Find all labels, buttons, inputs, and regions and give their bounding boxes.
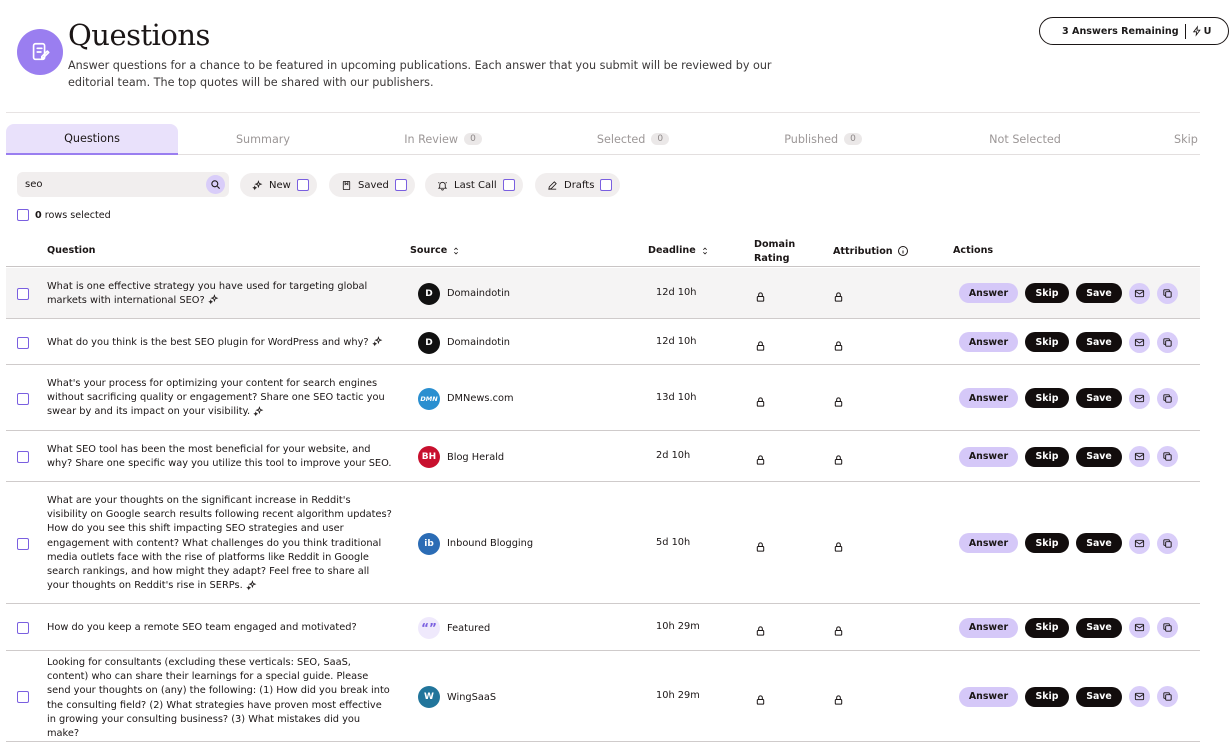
page-title: Questions: [68, 18, 210, 52]
domain-rating-locked: [755, 622, 766, 641]
lock-icon: [833, 291, 844, 303]
source-logo: DMN: [418, 388, 440, 410]
row-checkbox[interactable]: [17, 288, 29, 300]
info-icon[interactable]: [897, 245, 909, 257]
skip-button[interactable]: Skip: [1025, 283, 1069, 303]
domain-rating-locked: [755, 288, 766, 307]
tab-skip[interactable]: [1174, 124, 1214, 154]
question-label: What SEO tool has been the most beneficial for your website, and why? Share one specific way you utilize this tool to improve your SEO.: [47, 444, 392, 470]
source-cell: [418, 446, 504, 468]
source-name: Domaindotin: [447, 337, 511, 348]
filter-chip-label: New: [269, 179, 291, 191]
column-header-question: Question: [47, 245, 96, 256]
mail-icon: [1134, 288, 1145, 299]
tab-label: Summary: [235, 132, 291, 146]
tab-not-selected[interactable]: [918, 124, 1132, 154]
header-divider: [6, 112, 1200, 113]
question-label: Looking for consultants (excluding these verticals: SEO, SaaS, content) who can share their learnings for a special guide. Please send your thoughts on (any) the following: (1) How did you break into the consulting field? (2) What strategies have proven most effective in growing your consulting business? (3) What mistakes did you make?: [47, 657, 390, 740]
new-sparkle-icon: [372, 336, 383, 347]
table-row[interactable]: [6, 320, 1200, 365]
copy-button[interactable]: [1157, 533, 1178, 554]
search-icon: [210, 179, 221, 190]
skip-button[interactable]: Skip: [1025, 447, 1069, 467]
deadline: 13d 10h: [656, 391, 697, 403]
save-button[interactable]: Save: [1076, 332, 1122, 352]
row-checkbox[interactable]: [17, 622, 29, 634]
save-button[interactable]: Save: [1076, 447, 1122, 467]
email-button[interactable]: [1129, 686, 1150, 707]
pencil-icon: [547, 180, 558, 191]
save-button[interactable]: Save: [1076, 618, 1122, 638]
answer-button[interactable]: Answer: [959, 447, 1018, 467]
source-name: Inbound Blogging: [447, 538, 534, 549]
email-button[interactable]: [1129, 446, 1150, 467]
source-name: Blog Herald: [447, 451, 505, 463]
row-actions: [959, 283, 1178, 304]
email-button[interactable]: [1129, 617, 1150, 638]
email-button[interactable]: [1129, 283, 1150, 304]
copy-button[interactable]: [1157, 388, 1178, 409]
row-checkbox[interactable]: [17, 451, 29, 463]
questions-app-icon: [17, 29, 63, 75]
column-header-deadline[interactable]: Deadline: [648, 245, 710, 256]
tab-label: Published: [784, 132, 839, 146]
domain-rating-locked: [755, 691, 766, 710]
search-box: [17, 172, 229, 197]
column-header-source[interactable]: Source: [410, 245, 461, 256]
question-label: What is one effective strategy you have used for targeting global markets with international SEO?: [47, 280, 368, 306]
selected-label: rows selected: [44, 209, 111, 221]
row-actions: [959, 617, 1178, 638]
row-checkbox[interactable]: [17, 691, 29, 703]
question-text[interactable]: [47, 656, 392, 741]
row-checkbox[interactable]: [17, 393, 29, 405]
tab-count-badge: 0: [464, 133, 482, 145]
save-button[interactable]: Save: [1076, 687, 1122, 707]
question-text[interactable]: [47, 280, 392, 308]
filter-saved-checkbox[interactable]: [395, 179, 407, 191]
filter-chip-label: Saved: [358, 179, 389, 191]
mail-icon: [1134, 538, 1145, 549]
lock-icon: [833, 541, 844, 553]
copy-button[interactable]: [1157, 332, 1178, 353]
search-input[interactable]: [25, 176, 195, 193]
table-row[interactable]: [6, 268, 1200, 319]
source-name: DMNews.com: [447, 393, 514, 404]
skip-button[interactable]: Skip: [1025, 618, 1069, 638]
tab-count-badge: 0: [651, 133, 669, 145]
row-actions: [959, 388, 1178, 409]
answer-button[interactable]: Answer: [959, 687, 1018, 707]
copy-icon: [1162, 337, 1173, 348]
tab-published[interactable]: [728, 124, 918, 154]
new-sparkle-icon: [208, 294, 219, 305]
sparkle-icon: [252, 180, 263, 191]
source-cell: [418, 388, 514, 410]
search-button[interactable]: [206, 175, 225, 194]
source-name: Domaindotin: [447, 288, 511, 299]
attribution-locked: [833, 288, 844, 307]
answer-button[interactable]: Answer: [959, 332, 1018, 352]
source-cell: [418, 332, 510, 354]
source-name: WingSaaS: [447, 691, 497, 703]
row-actions: [959, 446, 1178, 467]
deadline: 5d 10h: [656, 536, 691, 548]
source-name: Featured: [447, 622, 491, 634]
question-text[interactable]: [47, 621, 392, 635]
answers-remaining-label: 3 Answers Remaining: [1062, 25, 1179, 37]
tab-label: Skip: [1174, 132, 1198, 146]
filter-drafts-checkbox[interactable]: [600, 179, 612, 191]
deadline: 10h 29m: [656, 690, 700, 701]
answer-button[interactable]: Answer: [959, 283, 1018, 303]
answer-button[interactable]: Answer: [959, 533, 1018, 553]
source-cell: [418, 617, 490, 639]
lock-icon: [755, 396, 766, 408]
table-header: [6, 236, 1200, 267]
row-actions: [959, 332, 1178, 353]
new-sparkle-icon: [253, 406, 264, 417]
source-logo: D: [418, 283, 440, 305]
attribution-locked: [833, 393, 844, 412]
mail-icon: [1134, 393, 1145, 404]
row-actions: [959, 686, 1178, 707]
lock-icon: [755, 340, 766, 352]
tab-bar: [6, 124, 1200, 155]
attribution-locked: [833, 451, 844, 470]
new-sparkle-icon: [246, 580, 257, 591]
page-description: Answer questions for a chance to be featured in upcoming publications. Each answer that you submit will be reviewed by our editorial team. The top quotes will be shared with our publishers.: [68, 59, 772, 89]
email-button[interactable]: [1129, 533, 1150, 554]
domain-rating-locked: [755, 538, 766, 557]
deadline: 10h 29m: [656, 621, 700, 632]
lock-icon: [755, 454, 766, 466]
skip-button[interactable]: Skip: [1025, 533, 1069, 553]
lock-icon: [833, 694, 844, 706]
source-cell: [418, 283, 510, 305]
bell-icon: [437, 180, 448, 191]
lock-icon: [755, 625, 766, 637]
skip-button[interactable]: Skip: [1025, 687, 1069, 707]
email-button[interactable]: [1129, 388, 1150, 409]
filter-chip-label: Drafts: [564, 179, 595, 191]
filter-chip-label: Last Call: [454, 179, 497, 191]
table-row[interactable]: [6, 605, 1200, 651]
question-label: What do you think is the best SEO plugin for WordPress and why?: [47, 336, 369, 348]
question-text[interactable]: [47, 494, 392, 593]
copy-button[interactable]: [1157, 617, 1178, 638]
tab-label: In Review: [404, 132, 459, 146]
page-header: [0, 0, 1212, 112]
tab-selected[interactable]: [538, 124, 728, 154]
deadline: 12d 10h: [656, 335, 697, 347]
question-text[interactable]: [47, 377, 392, 420]
copy-button[interactable]: [1157, 283, 1178, 304]
domain-rating-locked: [755, 451, 766, 470]
filter-last-call-checkbox[interactable]: [503, 179, 515, 191]
source-logo: ib: [418, 533, 440, 555]
copy-button[interactable]: [1157, 446, 1178, 467]
mail-icon: [1134, 337, 1145, 348]
source-logo: “”: [418, 617, 440, 639]
upgrade-link[interactable]: [1192, 25, 1212, 37]
question-text[interactable]: [47, 336, 392, 350]
answer-button[interactable]: Answer: [959, 388, 1018, 408]
lock-icon: [755, 694, 766, 706]
question-label: What's your process for optimizing your content for search engines without sacrificing quality or engagement? Share one SEO tactic you swear by and its impact on your visibility.: [47, 378, 385, 418]
question-label: How do you keep a remote SEO team engaged and motivated?: [47, 622, 357, 633]
attribution-locked: [833, 538, 844, 557]
column-header-attribution: Attribution: [833, 245, 909, 257]
lock-icon: [833, 396, 844, 408]
question-text[interactable]: [47, 443, 392, 471]
answers-remaining-badge[interactable]: [1039, 17, 1229, 45]
copy-icon: [1162, 451, 1173, 462]
sort-icon: [451, 246, 461, 256]
bookmark-icon: [341, 180, 352, 191]
row-actions: [959, 533, 1178, 554]
domain-rating-locked: [755, 393, 766, 412]
skip-button[interactable]: Skip: [1025, 332, 1069, 352]
tab-label: Questions: [64, 132, 120, 145]
lock-icon: [755, 291, 766, 303]
lock-icon: [833, 625, 844, 637]
tab-in-review[interactable]: [348, 124, 538, 154]
table-row[interactable]: [6, 652, 1200, 742]
row-checkbox[interactable]: [17, 538, 29, 550]
copy-icon: [1162, 288, 1173, 299]
attribution-locked: [833, 622, 844, 641]
lightning-icon: [1192, 25, 1202, 37]
source-logo: W: [418, 686, 440, 708]
copy-icon: [1162, 393, 1173, 404]
question-label: What are your thoughts on the significant increase in Reddit's visibility on Google search results following recent algorithm updates? How do you see this shift impacting SEO strategies and user engagement with content? What challenges do you think traditional media outlets face with the rise of platforms like Reddit in Google search rankings, and how might they adapt? Feel free to share all your thoughts on Reddit's rise in SERPs.: [47, 495, 392, 592]
lock-icon: [755, 541, 766, 553]
selected-count: 0: [35, 209, 42, 221]
table-row[interactable]: [6, 483, 1200, 604]
column-header-actions: Actions: [953, 245, 994, 256]
tab-summary[interactable]: [178, 124, 348, 154]
source-cell: [418, 533, 533, 555]
source-logo: D: [418, 332, 440, 354]
tab-count-badge: 0: [844, 133, 862, 145]
mail-icon: [1134, 622, 1145, 633]
filter-bar: [17, 172, 1200, 198]
attribution-locked: [833, 337, 844, 356]
filter-chip-drafts[interactable]: [535, 173, 620, 197]
save-button[interactable]: Save: [1076, 283, 1122, 303]
selection-summary: [17, 209, 111, 221]
filter-new-checkbox[interactable]: [297, 179, 309, 191]
save-button[interactable]: Save: [1076, 388, 1122, 408]
source-logo: BH: [418, 446, 440, 468]
table-row[interactable]: [6, 366, 1200, 431]
column-header-domain-rating: Domain Rating: [754, 239, 796, 264]
lock-icon: [833, 340, 844, 352]
pill-divider: [1185, 24, 1186, 39]
copy-icon: [1162, 622, 1173, 633]
skip-button[interactable]: Skip: [1025, 388, 1069, 408]
filter-chip-last-call[interactable]: [425, 173, 523, 197]
source-cell: [418, 686, 496, 708]
table-row[interactable]: [6, 432, 1200, 482]
row-checkbox[interactable]: [17, 337, 29, 349]
filter-chip-saved[interactable]: [329, 173, 415, 197]
domain-rating-locked: [755, 337, 766, 356]
upgrade-label: U: [1203, 25, 1212, 37]
copy-icon: [1162, 538, 1173, 549]
copy-button[interactable]: [1157, 686, 1178, 707]
copy-icon: [1162, 691, 1173, 702]
mail-icon: [1134, 691, 1145, 702]
deadline: 12d 10h: [656, 286, 697, 298]
answer-button[interactable]: Answer: [959, 618, 1018, 638]
sort-icon: [700, 246, 710, 256]
tab-questions[interactable]: [6, 124, 178, 155]
tab-label: Not Selected: [989, 132, 1061, 146]
email-button[interactable]: [1129, 332, 1150, 353]
attribution-locked: [833, 691, 844, 710]
deadline: 2d 10h: [656, 450, 691, 461]
save-button[interactable]: Save: [1076, 533, 1122, 553]
mail-icon: [1134, 451, 1145, 462]
select-all-checkbox[interactable]: [17, 209, 29, 221]
tab-label: Selected: [596, 132, 646, 146]
filter-chip-new[interactable]: [240, 173, 317, 197]
lock-icon: [833, 454, 844, 466]
